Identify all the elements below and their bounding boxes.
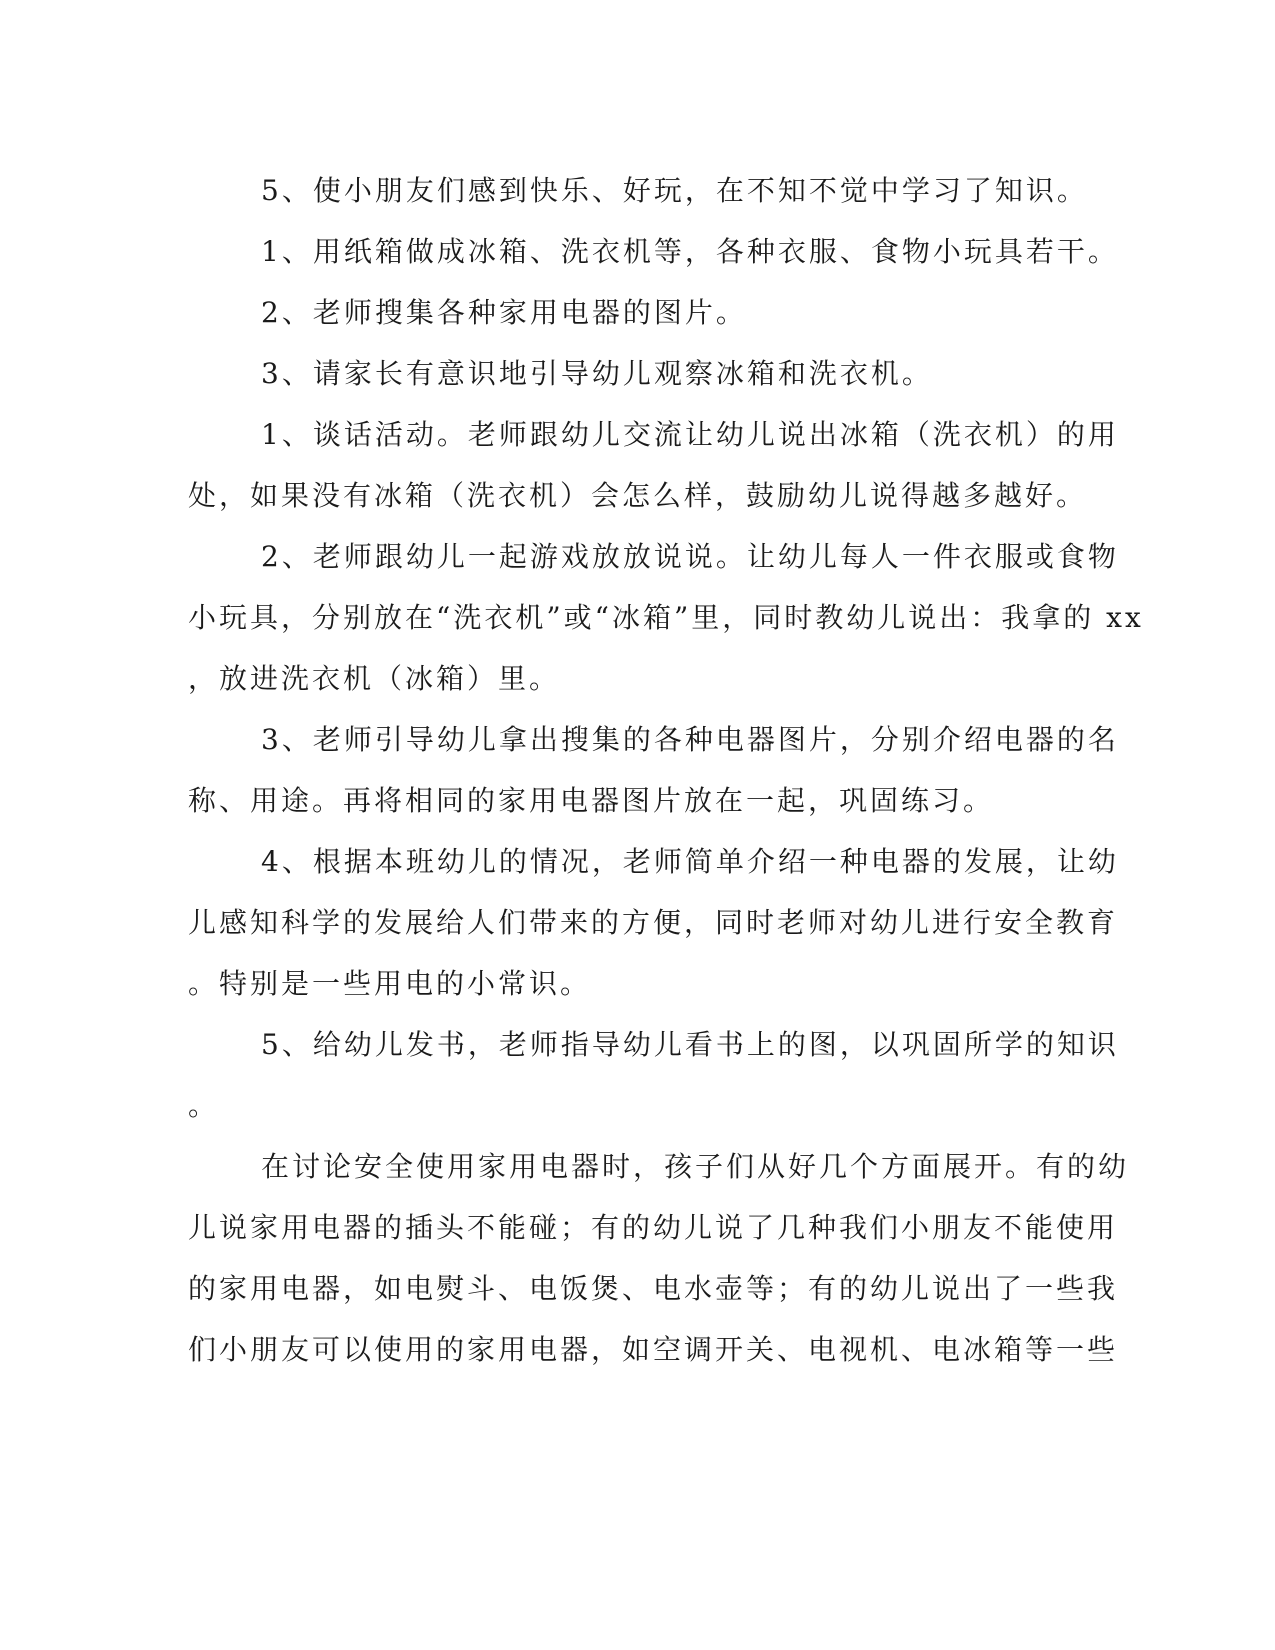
text-line: 的家用电器，如电熨斗、电饭煲、电水壶等；有的幼儿说出了一些我 [188,1272,1119,1305]
text-line: 处，如果没有冰箱（洗衣机）会怎么样，鼓励幼儿说得越多越好。 [188,479,1088,512]
paragraph [188,404,1119,526]
text-line: 1、用纸箱做成冰箱、洗衣机等，各种衣服、食物小玩具若干。 [261,235,1119,268]
text-line: 5、使小朋友们感到快乐、好玩，在不知不觉中学习了知识。 [261,174,1088,207]
text-line: 称、用途。再将相同的家用电器图片放在一起，巩固练习。 [188,784,995,817]
text-line: 。 [188,1089,220,1122]
text-line: 1、谈话活动。老师跟幼儿交流让幼儿说出冰箱（洗衣机）的用 [261,418,1119,451]
paragraph [188,343,1068,404]
text-line: 5、给幼儿发书，老师指导幼儿看书上的图，以巩固所学的知识 [261,1028,1119,1061]
text-line: 2、老师跟幼儿一起游戏放放说说。让幼儿每人一件衣服或食物 [261,540,1119,573]
text-line: 3、请家长有意识地引导幼儿观察冰箱和洗衣机。 [261,357,933,390]
text-line: 小玩具，分别放在“洗衣机”或“冰箱”里，同时教幼儿说出：我拿的 xx [188,601,1144,634]
text-line: 在讨论安全使用家用电器时，孩子们从好几个方面展开。有的幼 [261,1150,1130,1183]
text-line: 2、老师搜集各种家用电器的图片。 [261,296,747,329]
paragraph [188,1136,1130,1380]
paragraph [188,221,1119,282]
text-line: 儿感知科学的发展给人们带来的方便，同时老师对幼儿进行安全教育 [188,906,1119,939]
paragraph [188,160,1088,221]
text-line: 儿说家用电器的插头不能碰；有的幼儿说了几种我们小朋友不能使用 [188,1211,1119,1244]
text-line: 3、老师引导幼儿拿出搜集的各种电器图片，分别介绍电器的名 [261,723,1119,756]
paragraph [188,526,1144,709]
text-line: ，放进洗衣机（冰箱）里。 [188,662,561,695]
paragraph [188,831,1119,1014]
paragraph [188,1014,1119,1136]
document-body [188,160,1144,1380]
text-line: 。特别是一些用电的小常识。 [188,967,592,1000]
text-line: 4、根据本班幼儿的情况，老师简单介绍一种电器的发展，让幼 [261,845,1119,878]
paragraph [188,282,1068,343]
text-line: 们小朋友可以使用的家用电器，如空调开关、电视机、电冰箱等一些 [188,1333,1119,1366]
paragraph [188,709,1119,831]
